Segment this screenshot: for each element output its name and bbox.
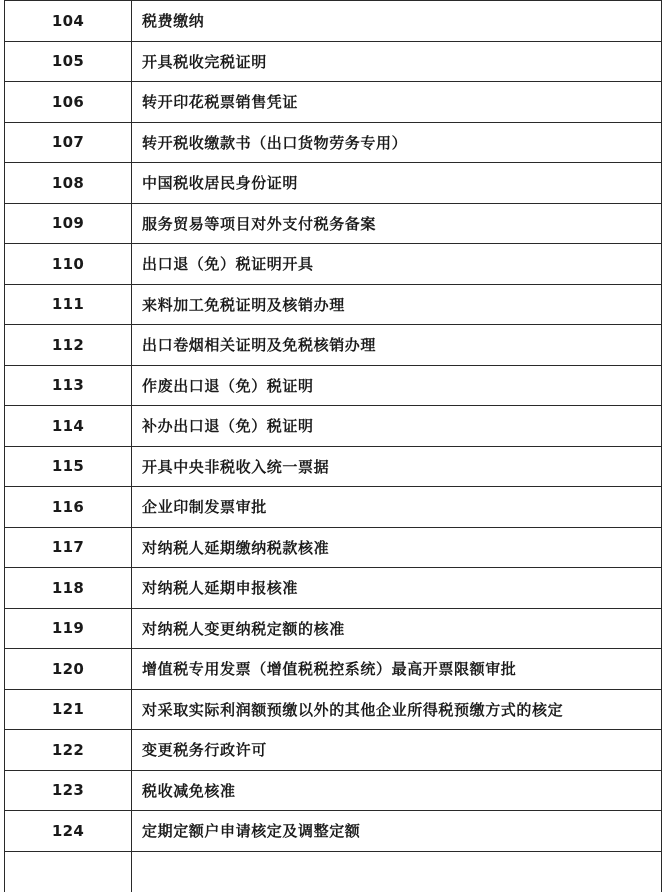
row-item: 作废出口退（免）税证明 bbox=[132, 365, 662, 406]
table-row bbox=[5, 608, 662, 649]
row-number: 113 bbox=[5, 365, 132, 406]
row-number: 108 bbox=[5, 163, 132, 204]
row-number: 123 bbox=[5, 770, 132, 811]
row-item: 转开印花税票销售凭证 bbox=[132, 82, 662, 123]
table-row bbox=[5, 730, 662, 771]
table-row bbox=[5, 122, 662, 163]
row-item: 对纳税人延期申报核准 bbox=[132, 568, 662, 609]
row-item: 对纳税人延期缴纳税款核准 bbox=[132, 527, 662, 568]
tax-service-table-container bbox=[4, 0, 662, 892]
table-row bbox=[5, 406, 662, 447]
row-item: 来料加工免税证明及核销办理 bbox=[132, 284, 662, 325]
row-number: 118 bbox=[5, 568, 132, 609]
table-row bbox=[5, 649, 662, 690]
row-item: 开具中央非税收入统一票据 bbox=[132, 446, 662, 487]
table-row bbox=[5, 82, 662, 123]
row-number-cell bbox=[5, 851, 132, 892]
row-item: 税费缴纳 bbox=[132, 1, 662, 42]
table-row bbox=[5, 527, 662, 568]
table-row bbox=[5, 365, 662, 406]
row-item: 增值税专用发票（增值税税控系统）最高开票限额审批 bbox=[132, 649, 662, 690]
row-number: 107 bbox=[5, 122, 132, 163]
row-item: 企业印制发票审批 bbox=[132, 487, 662, 528]
row-number: 105 bbox=[5, 41, 132, 82]
row-number: 119 bbox=[5, 608, 132, 649]
row-item: 出口卷烟相关证明及免税核销办理 bbox=[132, 325, 662, 366]
row-item: 出口退（免）税证明开具 bbox=[132, 244, 662, 285]
table-row bbox=[5, 811, 662, 852]
table-row bbox=[5, 770, 662, 811]
row-number: 120 bbox=[5, 649, 132, 690]
row-number: 116 bbox=[5, 487, 132, 528]
row-number: 111 bbox=[5, 284, 132, 325]
row-number: 106 bbox=[5, 82, 132, 123]
table-row bbox=[5, 446, 662, 487]
row-item: 税收减免核准 bbox=[132, 770, 662, 811]
row-item: 转开税收缴款书（出口货物劳务专用） bbox=[132, 122, 662, 163]
row-number: 117 bbox=[5, 527, 132, 568]
table-row bbox=[5, 284, 662, 325]
row-number: 124 bbox=[5, 811, 132, 852]
row-item: 对纳税人变更纳税定额的核准 bbox=[132, 608, 662, 649]
table-row bbox=[5, 487, 662, 528]
row-item: 中国税收居民身份证明 bbox=[132, 163, 662, 204]
table-row bbox=[5, 41, 662, 82]
table-row bbox=[5, 1, 662, 42]
table-row bbox=[5, 163, 662, 204]
tax-service-table bbox=[4, 0, 662, 892]
row-item: 对采取实际利润额预缴以外的其他企业所得税预缴方式的核定 bbox=[132, 689, 662, 730]
row-number: 122 bbox=[5, 730, 132, 771]
row-item: 变更税务行政许可 bbox=[132, 730, 662, 771]
row-number: 114 bbox=[5, 406, 132, 447]
row-number: 109 bbox=[5, 203, 132, 244]
row-item: 补办出口退（免）税证明 bbox=[132, 406, 662, 447]
row-item: 定期定额户申请核定及调整定额 bbox=[132, 811, 662, 852]
row-number: 112 bbox=[5, 325, 132, 366]
table-row bbox=[5, 203, 662, 244]
table-row bbox=[5, 325, 662, 366]
table-row-partial-bottom bbox=[5, 851, 662, 892]
table-row bbox=[5, 568, 662, 609]
row-number: 104 bbox=[5, 1, 132, 42]
row-number: 115 bbox=[5, 446, 132, 487]
row-number: 121 bbox=[5, 689, 132, 730]
row-item: 开具税收完税证明 bbox=[132, 41, 662, 82]
row-item: 服务贸易等项目对外支付税务备案 bbox=[132, 203, 662, 244]
table-row bbox=[5, 244, 662, 285]
row-item-cell bbox=[132, 851, 662, 892]
row-number: 110 bbox=[5, 244, 132, 285]
table-row bbox=[5, 689, 662, 730]
